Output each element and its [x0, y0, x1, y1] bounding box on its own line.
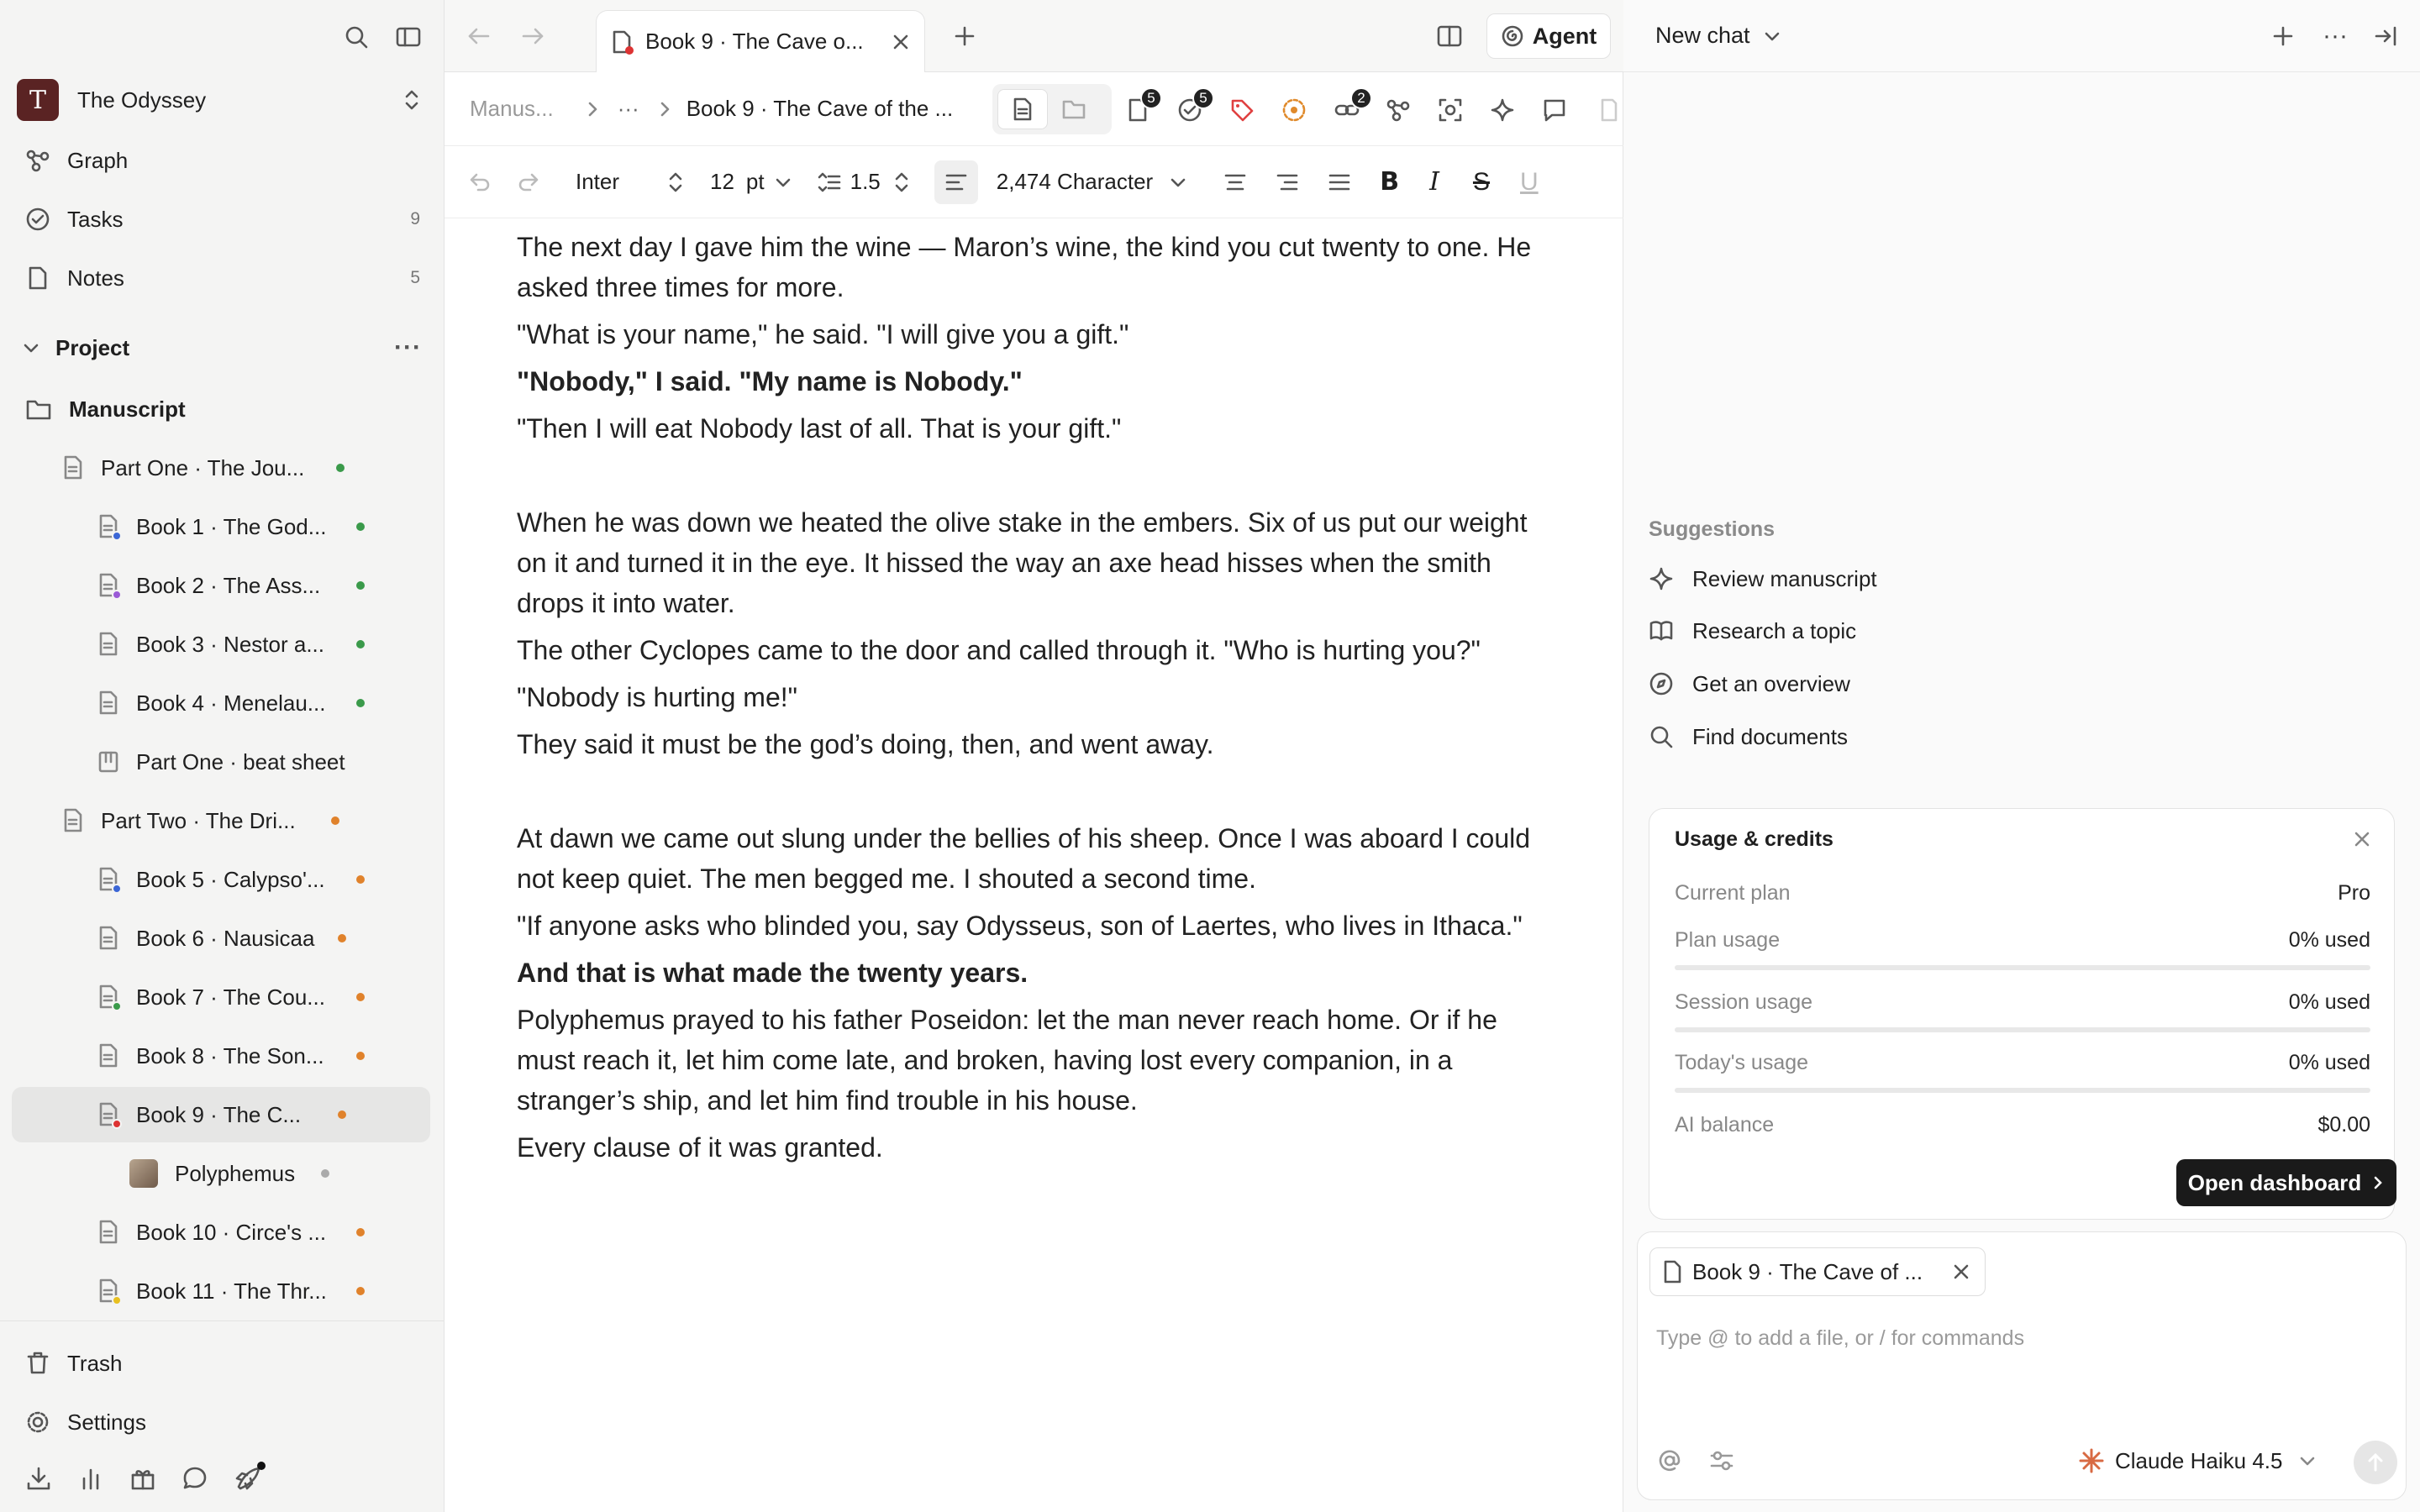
today-usage-bar [1675, 1088, 2370, 1093]
sparkle-icon[interactable] [1490, 97, 1515, 123]
sidebar [0, 0, 444, 1512]
stats-icon[interactable] [77, 1465, 104, 1492]
status-dot [356, 1287, 365, 1295]
tab-title: Book 9 · The Cave o... [645, 29, 864, 54]
tab-bar [445, 0, 1624, 72]
model-selector[interactable] [2078, 1446, 2317, 1476]
paragraph[interactable]: "If anyone asks who blinded you, say Odysseus, son of Laertes, who lives in Ithaca." [517, 911, 1523, 941]
paragraph-gap [517, 771, 1559, 818]
nav-label: Trash [67, 1350, 123, 1376]
suggestion-review[interactable] [1649, 558, 2069, 600]
links-count-badge: 2 [1350, 87, 1372, 109]
gear-icon [25, 1410, 50, 1435]
row-label: Plan usage [1675, 928, 1781, 952]
tree-item-label: Part Two · The Dri... [101, 807, 296, 833]
chevron-down-icon[interactable] [1762, 26, 1782, 46]
tree-item[interactable] [0, 617, 444, 672]
status-dot [356, 993, 365, 1001]
trash-icon [25, 1351, 50, 1376]
status-dot [338, 1110, 346, 1119]
nav-label: Notes [67, 265, 124, 291]
row-value: 0% used [2288, 990, 2370, 1014]
document-view-icon[interactable] [997, 89, 1048, 129]
today-usage-row [1675, 1051, 2370, 1075]
suggestion-research[interactable] [1649, 610, 2069, 652]
status-dot [331, 816, 339, 825]
folder-manuscript[interactable] [25, 388, 420, 430]
line-height-value[interactable]: 1.5 [850, 169, 881, 194]
divider [0, 1320, 444, 1321]
paragraph[interactable]: And that is what made the twenty years. [517, 958, 1028, 988]
document-icon [97, 632, 119, 657]
tasks-icon[interactable] [1177, 90, 1207, 123]
view-toggle [992, 84, 1112, 134]
search-icon [1649, 724, 1674, 749]
tree-item[interactable] [0, 1028, 444, 1084]
folder-label: Manuscript [69, 396, 186, 422]
usage-card [1649, 808, 2395, 1220]
tree-item-label: Book 2 · The Ass... [136, 572, 321, 598]
font-unit-select[interactable]: pt [745, 169, 765, 194]
paragraph[interactable]: "Nobody is hurting me!" [517, 682, 797, 712]
project-section-header[interactable] [20, 331, 422, 365]
paragraph[interactable]: "Then I will eat Nobody last of all. That is your gift." [517, 413, 1122, 444]
document-icon [1662, 1260, 1682, 1284]
plan-usage-row [1675, 928, 2370, 953]
chevron-down-icon[interactable] [773, 172, 793, 192]
format-toolbar [445, 146, 1624, 218]
align-center-icon[interactable] [1223, 171, 1247, 193]
download-icon[interactable] [25, 1465, 52, 1492]
document-icon [97, 573, 119, 598]
status-dot [336, 464, 345, 472]
status-dot [356, 1228, 365, 1236]
rocket-icon[interactable] [234, 1465, 262, 1492]
tree-item-label: Book 5 · Calypso'... [136, 866, 325, 892]
focus-icon[interactable] [1438, 97, 1463, 123]
agent-spiral-icon [1501, 24, 1524, 48]
tree-item-label: Part One · beat sheet [136, 748, 345, 774]
ai-balance-row [1675, 1113, 2370, 1137]
nav-label: Settings [67, 1409, 146, 1435]
chevron-down-icon [2297, 1451, 2317, 1471]
paragraph[interactable]: When he was down we heated the olive stake in the embers. Six of us put our weight on it and turned it in the eye. It hissed the way an axe head hisses when the smith drops it into water. [517, 507, 1528, 618]
breadcrumb-bar [445, 72, 1624, 146]
back-arrow-icon[interactable] [466, 24, 492, 49]
folder-view-icon[interactable] [1061, 98, 1086, 120]
undo-icon[interactable] [466, 170, 492, 195]
tree-item[interactable] [0, 793, 444, 848]
document-icon [97, 690, 119, 716]
usage-title: Usage & credits [1675, 827, 1833, 851]
tree-item-label: Book 7 · The Cou... [136, 984, 325, 1010]
suggestion-overview[interactable] [1649, 663, 2069, 705]
align-justify-icon[interactable] [1328, 171, 1351, 193]
row-value: $0.00 [2317, 1113, 2370, 1137]
agent-button[interactable] [1486, 13, 1611, 59]
claude-star-icon [2078, 1447, 2105, 1474]
tree-item[interactable] [0, 734, 444, 790]
breadcrumb-ellipsis[interactable]: ··· [617, 96, 639, 121]
graph-icon [25, 148, 50, 173]
suggestion-label: Get an overview [1692, 670, 1850, 696]
plan-usage-bar [1675, 965, 2370, 970]
status-dot [356, 1052, 365, 1060]
paragraph[interactable]: They said it must be the god’s doing, then, and went away. [517, 729, 1214, 759]
session-usage-row [1675, 990, 2370, 1015]
editor-pane [444, 0, 1623, 1512]
current-plan-row [1675, 881, 2370, 906]
paragraph[interactable]: The other Cyclopes came to the door and called through it. "Who is hurting you?" [517, 635, 1481, 665]
document-body[interactable] [517, 227, 1559, 1174]
chevron-down-icon [20, 337, 42, 359]
workspace-switcher[interactable] [17, 81, 422, 119]
book-icon [1649, 618, 1674, 643]
status-dot [356, 875, 365, 884]
attached-file-chip[interactable] [1649, 1247, 1986, 1296]
chat-input[interactable]: Type @ to add a file, or / for commands [1656, 1326, 2025, 1350]
align-right-icon[interactable] [1276, 171, 1299, 193]
status-dot [356, 581, 365, 590]
nav-notes[interactable] [25, 257, 420, 299]
document-icon [62, 455, 84, 480]
button-label: Open dashboard [2187, 1169, 2362, 1195]
chat-bubble-icon[interactable] [182, 1465, 208, 1492]
nav-tasks[interactable] [25, 198, 420, 240]
tree-item-label: Book 1 · The God... [136, 513, 327, 539]
font-size-value[interactable]: 12 [710, 169, 734, 194]
close-icon[interactable] [2352, 829, 2372, 849]
graph-icon[interactable] [1386, 97, 1411, 123]
tree-item[interactable] [0, 558, 444, 613]
note-icon [25, 265, 50, 291]
notes-count-badge: 5 [1140, 87, 1162, 109]
bold-icon[interactable]: B [1380, 167, 1400, 197]
nav-label: Tasks [67, 206, 124, 232]
row-value: Pro [2338, 881, 2370, 905]
breadcrumb-root[interactable]: Manus... [470, 96, 554, 121]
notes-icon[interactable] [1125, 90, 1155, 123]
tree-item[interactable] [0, 675, 444, 731]
chat-panel [1623, 0, 2420, 1512]
tree-item-label: Polyphemus [175, 1160, 296, 1186]
italic-icon[interactable]: I [1429, 167, 1439, 197]
row-label: AI balance [1675, 1113, 1775, 1137]
tree-item[interactable] [0, 1205, 444, 1260]
suggestion-label: Find documents [1692, 723, 1848, 749]
paragraph[interactable]: The next day I gave him the wine — Maron’s wine, the kind you cut twenty to one. He asked three times for more. [517, 232, 1532, 302]
workspace-avatar: T [17, 79, 59, 121]
tree-item-label: Book 6 · Nausicaa [136, 925, 315, 951]
chevron-updown-icon[interactable] [892, 170, 911, 195]
close-icon[interactable] [1951, 1262, 1971, 1282]
suggestions-title: Suggestions [1649, 517, 1776, 541]
chat-header [1623, 0, 2420, 72]
row-label: Current plan [1675, 881, 1791, 905]
row-label: Today's usage [1675, 1051, 1809, 1074]
tag-icon[interactable] [1229, 97, 1255, 123]
document-icon [97, 1102, 119, 1127]
status-dot [321, 1169, 329, 1178]
paragraph-gap [517, 455, 1559, 502]
chat-composer [1637, 1231, 2407, 1500]
row-value: 0% used [2288, 928, 2370, 952]
new-chat-plus-icon[interactable] [2270, 24, 2296, 49]
chevron-updown-icon[interactable] [666, 170, 685, 195]
nav-trash[interactable] [25, 1342, 420, 1384]
session-usage-bar [1675, 1027, 2370, 1032]
underline-icon[interactable]: U [1519, 167, 1539, 196]
suggestion-find[interactable] [1649, 716, 2069, 758]
document-icon [97, 984, 119, 1010]
document-icon [97, 1220, 119, 1245]
document-icon [610, 29, 634, 55]
chevron-down-icon[interactable] [1168, 172, 1188, 192]
tab-book9[interactable] [596, 10, 925, 72]
compass-icon [1649, 671, 1674, 696]
tree-item-label: Book 8 · The Son... [136, 1042, 324, 1068]
open-dashboard-button[interactable] [2176, 1159, 2396, 1206]
tree-item-label: Book 9 · The C... [136, 1101, 302, 1127]
search-icon[interactable] [343, 24, 370, 50]
more-icon[interactable]: ··· [2323, 21, 2348, 50]
tree-item[interactable] [0, 1146, 444, 1201]
send-arrow-icon[interactable] [2354, 1441, 2397, 1484]
status-circle-icon[interactable] [1281, 97, 1307, 123]
nav-label: Graph [67, 147, 129, 173]
document-icon [97, 514, 119, 539]
tree-item[interactable] [0, 969, 444, 1025]
tree-item[interactable] [0, 911, 444, 966]
tree-item[interactable] [0, 499, 444, 554]
suggestion-label: Review manuscript [1692, 565, 1877, 591]
breadcrumb-current[interactable]: Book 9 · The Cave of the ... [686, 96, 954, 121]
forward-arrow-icon[interactable] [520, 24, 545, 49]
document-icon [97, 867, 119, 892]
font-family-select[interactable]: Inter [576, 169, 620, 194]
gift-icon[interactable] [129, 1465, 156, 1492]
tree-item[interactable] [0, 1087, 444, 1142]
align-left-icon[interactable] [934, 160, 978, 204]
tree-item[interactable] [0, 440, 444, 496]
tree-item-label: Book 10 · Circe's ... [136, 1219, 327, 1245]
new-tab-plus-icon[interactable] [952, 24, 977, 49]
sidebar-toggle-icon[interactable] [395, 24, 422, 50]
chevron-right-icon [2371, 1173, 2385, 1192]
tasks-count-badge: 5 [1192, 87, 1214, 109]
check-circle-icon [25, 207, 50, 232]
more-icon[interactable]: ··· [394, 333, 422, 361]
status-dot [338, 934, 346, 942]
character-count-select[interactable]: 2,474 Character [996, 169, 1154, 194]
chat-title[interactable]: New chat [1655, 23, 1750, 48]
workspace-name: The Odyssey [77, 87, 207, 113]
collapse-panel-icon[interactable] [2373, 24, 2398, 49]
tree-item[interactable] [0, 1263, 444, 1319]
close-icon[interactable] [891, 32, 911, 52]
nav-count: 9 [410, 209, 420, 228]
document-icon [97, 1043, 119, 1068]
chevron-right-icon [656, 99, 673, 119]
bottom-toolbar [25, 1462, 262, 1495]
mention-icon[interactable] [1656, 1447, 1683, 1474]
paragraph[interactable]: Every clause of it was granted. [517, 1132, 883, 1163]
paragraph[interactable]: "What is your name," he said. "I will give you a gift." [517, 319, 1129, 349]
redo-icon[interactable] [517, 170, 542, 195]
tree-item-label: Book 11 · The Thr... [136, 1278, 327, 1304]
tree-item-label: Part One · The Jou... [101, 454, 305, 480]
link-icon[interactable] [1334, 90, 1365, 123]
model-name: Claude Haiku 4.5 [2115, 1447, 2283, 1473]
paragraph[interactable]: Polyphemus prayed to his father Poseidon: let the man never reach home. Or if he must reach it, let him come late, and broken, having lost every companion, in a stranger’s ship, and let him find trouble in his house. [517, 1005, 1497, 1116]
overflow-icon[interactable] [1599, 97, 1618, 123]
chevron-right-icon [584, 99, 601, 119]
paragraph[interactable]: At dawn we came out slung under the bellies of his sheep. Once I was aboard I could not keep quiet. The men begged me. I shouted a second time. [517, 823, 1531, 894]
comment-icon[interactable] [1542, 97, 1567, 123]
beat-sheet-icon [97, 750, 119, 774]
nav-graph[interactable] [25, 139, 420, 181]
sparkle-icon [1649, 566, 1674, 591]
paragraph[interactable]: "Nobody," I said. "My name is Nobody." [517, 366, 1023, 396]
row-value: 0% used [2288, 1051, 2370, 1074]
attached-file-name: Book 9 · The Cave of ... [1692, 1258, 1923, 1284]
nav-settings[interactable] [25, 1401, 420, 1443]
character-avatar-icon [129, 1159, 158, 1188]
tree-item-label: Book 3 · Nestor a... [136, 631, 324, 657]
strikethrough-icon[interactable]: S [1472, 167, 1490, 196]
suggestion-label: Research a topic [1692, 617, 1857, 643]
settings-sliders-icon[interactable] [1708, 1447, 1735, 1474]
agent-label: Agent [1532, 23, 1597, 49]
document-icon [62, 808, 84, 833]
tree-item[interactable] [0, 852, 444, 907]
split-view-icon[interactable] [1436, 24, 1463, 49]
status-dot [356, 699, 365, 707]
nav-count: 5 [410, 268, 420, 287]
chevron-updown-icon [402, 87, 422, 113]
status-dot [356, 522, 365, 531]
status-dot [356, 640, 365, 648]
folder-icon [25, 396, 52, 422]
document-icon [97, 926, 119, 951]
tree-item-label: Book 4 · Menelau... [136, 690, 326, 716]
document-icon [97, 1278, 119, 1304]
line-spacing-icon [817, 170, 842, 195]
row-label: Session usage [1675, 990, 1813, 1014]
project-label: Project [55, 334, 130, 360]
